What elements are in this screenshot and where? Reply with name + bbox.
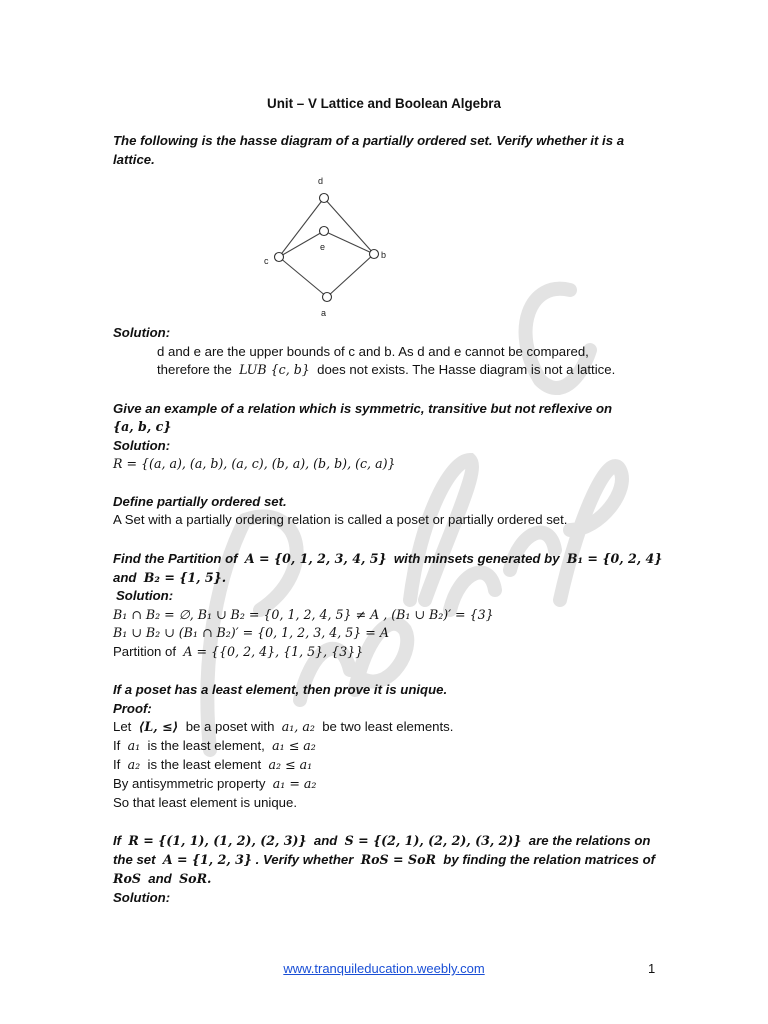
q6-solution-label: Solution: — [113, 890, 171, 905]
q2-line1: Give an example of a relation which is symmetric, transitive but not reflexive on — [113, 401, 613, 416]
q2-line2: {a, b, c} — [113, 419, 172, 434]
label-d: d — [318, 176, 324, 186]
q3-answer: A Set with a partially ordering relation is called a poset or partially ordered set. — [113, 512, 568, 527]
q1-solution-line1: d and e are the upper bounds of c and b. As d and e cannot be compared, — [157, 344, 589, 359]
q5-proof-line3: If a₂ is the least element a₂ ≤ a₁ — [113, 757, 313, 772]
q1-solution-line2: therefore the LUB {c, b} does not exists. The Hasse diagram is not a lattice. — [157, 362, 616, 377]
q1-line2: lattice. — [113, 152, 155, 167]
q1-solution-label: Solution: — [113, 325, 171, 340]
node-b — [370, 250, 379, 259]
q6-line3: RoS and SoR. — [113, 871, 212, 886]
node-d — [320, 194, 329, 203]
q5-proof-line2: If a₁ is the least element, a₁ ≤ a₂ — [113, 738, 316, 753]
q4-solution-label: Solution: — [116, 588, 174, 603]
node-c — [275, 253, 284, 262]
q6-line2: the set A = {1, 2, 3} . Verify whether RoS = SoR by finding the relation matrices of — [113, 852, 656, 867]
q3-line1: Define partially ordered set. — [113, 494, 287, 509]
q5-proof-line1: Let ⟨L, ≤⟩ be a poset with a₁, a₂ be two least elements. — [113, 719, 454, 734]
label-a: a — [321, 308, 327, 318]
label-e: e — [320, 242, 326, 252]
q4-line2: and B₂ = {1, 5}. — [113, 570, 227, 585]
q2-solution-label: Solution: — [113, 438, 171, 453]
q2-answer: R = {(a, a), (a, b), (a, c), (b, a), (b, b), (c, a)} — [113, 456, 396, 471]
node-e — [320, 227, 329, 236]
q6-line1: If R = {(1, 1), (1, 2), (2, 3)} and S = {(2, 1), (2, 2), (3, 2)} are the relations on — [113, 833, 651, 848]
label-c: c — [264, 256, 269, 266]
q5-line1: If a poset has a least element, then prove it is unique. — [113, 682, 448, 697]
q4-solution-line2: B₁ ∪ B₂ ∪ (B₁ ∩ B₂)′ = {0, 1, 2, 3, 4, 5} = A — [113, 625, 389, 640]
q4-solution-line1: B₁ ∩ B₂ = ∅, B₁ ∪ B₂ = {0, 1, 2, 4, 5} ≠ A , (B₁ ∪ B₂)′ = {3} — [113, 607, 494, 622]
q4-solution-line3: Partition of A = {{0, 2, 4}, {1, 5}, {3}} — [113, 644, 364, 659]
q5-proof-label: Proof: — [113, 701, 152, 716]
footer-website-link[interactable]: www.tranquileducation.weebly.com — [283, 961, 485, 976]
page-title: Unit – V Lattice and Boolean Algebra — [267, 96, 501, 111]
node-a — [323, 293, 332, 302]
page-number: 1 — [648, 961, 656, 976]
q5-proof-line4: By antisymmetric property a₁ = a₂ — [113, 776, 317, 791]
q4-line1: Find the Partition of A = {0, 1, 2, 3, 4, 5} with minsets generated by B₁ = {0, 2, 4} — [113, 551, 663, 566]
hasse-diagram — [250, 170, 400, 320]
label-b: b — [381, 250, 387, 260]
lub-expression: LUB {c, b} — [239, 362, 310, 377]
q1-line1: The following is the hasse diagram of a partially ordered set. Verify whether it is a — [113, 133, 625, 148]
q5-proof-line5: So that least element is unique. — [113, 795, 298, 810]
